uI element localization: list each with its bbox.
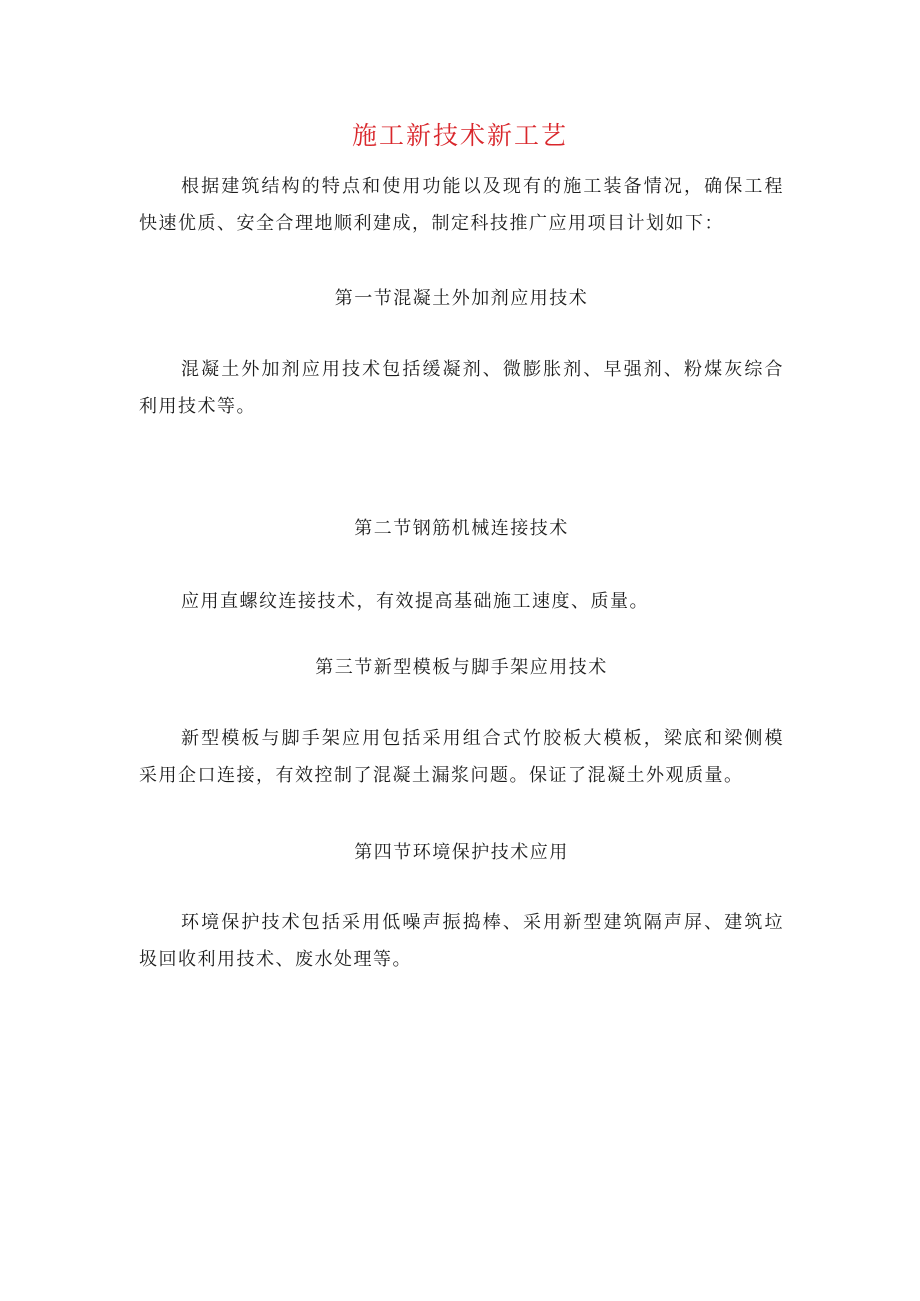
section-2-body: 应用直螺纹连接技术，有效提高基础施工速度、质量。 bbox=[181, 591, 649, 612]
section-3-body: 新型模板与脚手架应用包括采用组合式竹胶板大模板，梁底和梁侧模采用企口连接，有效控制了混凝土漏浆问题。保证了混凝土外观质量。 bbox=[139, 728, 784, 786]
section-4-body: 环境保护技术包括采用低噪声振捣棒、采用新型建筑隔声屏、建筑垃圾回收利用技术、废水处理等。 bbox=[139, 912, 784, 970]
section-1-body: 混凝土外加剂应用技术包括缓凝剂、微膨胀剂、早强剂、粉煤灰综合利用技术等。 bbox=[139, 359, 784, 417]
section-1-heading: 第一节混凝土外加剂应用技术 bbox=[334, 288, 589, 309]
document-title: 施工新技术新工艺 bbox=[351, 121, 568, 150]
section-4-heading: 第四节环境保护技术应用 bbox=[354, 842, 569, 863]
intro-paragraph: 根据建筑结构的特点和使用功能以及现有的施工装备情况，确保工程快速优质、安全合理地顺利建成，制定科技推广应用项目计划如下： bbox=[139, 176, 784, 234]
section-2-heading: 第二节钢筋机械连接技术 bbox=[354, 518, 569, 539]
section-3-heading: 第三节新型模板与脚手架应用技术 bbox=[315, 657, 608, 678]
